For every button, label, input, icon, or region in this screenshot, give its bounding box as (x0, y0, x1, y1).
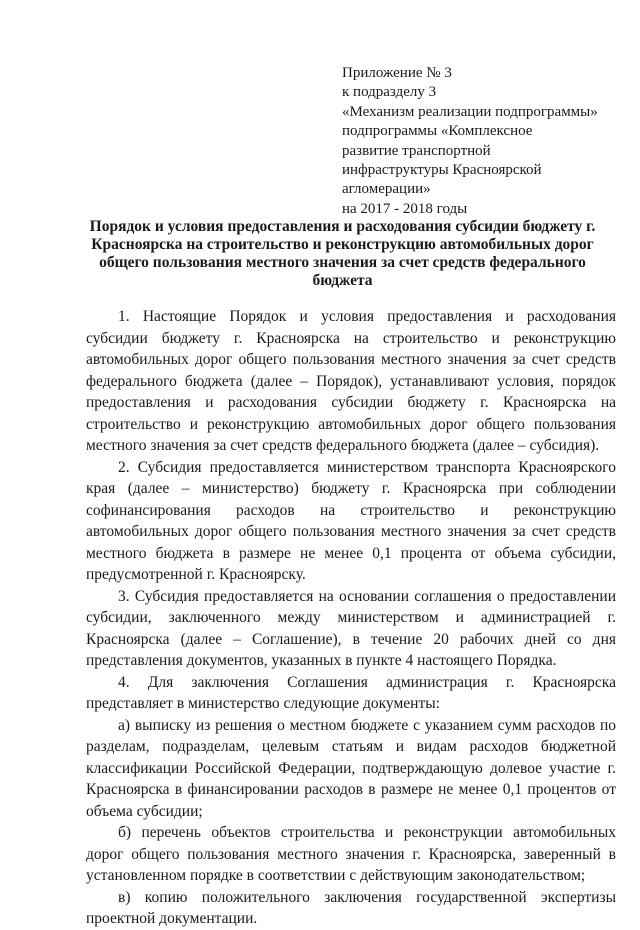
document-title: Порядок и условия предоставления и расходования субсидии бюджету г. Красноярска на строительство и реконструкцию автомобильных дорог общего пользования местного значения за счет средств федерального бюджета (89, 218, 596, 289)
paragraph-3: 3. Субсидия предоставляется на основании соглашения о предоставлении субсидии, заключенного между министерством и администрацией г. Красноярска (далее – Соглашение), в течение 20 рабочих дней со дня представления документов, указанных в пункте 4 настоящего Порядка. (86, 587, 616, 669)
paragraph-2: 2. Субсидия предоставляется министерством транспорта Красноярского края (далее – министерство) бюджету г. Красноярска при соблюдении софинансирования расходов на строительство и реконструкцию автомобильных дорог общего пользования местного значения за счет средств местного бюджета в размере не менее 0,1 процента от объема субсидии, предусмотренной г. Красноярску. (86, 458, 616, 583)
appendix-line: развитие транспортной (342, 142, 491, 159)
subparagraph-v: в) копию положительного заключения государственной экспертизы проектной документации. (86, 888, 616, 927)
subparagraph-a: а) выписку из решения о местном бюджете с указанием сумм расходов по разделам, подразделам, целевым статьям и видам расходов бюджетной классификации Российской Федерации, подтверждающую долевое участие г. Красноярска в финансировании расходов в размере не менее 0,1 процентов от объема субсидии; (86, 716, 616, 820)
appendix-line: «Механизм реализации подпрограммы» (342, 103, 598, 120)
appendix-line: агломерации» (342, 181, 431, 198)
appendix-line: инфраструктуры Красноярской (342, 162, 542, 179)
appendix-line: Приложение № 3 (342, 65, 452, 81)
appendix-line: подпрограммы «Комплексное (342, 123, 533, 140)
subparagraph-b: б) перечень объектов строительства и реконструкции автомобильных дорог общего пользования местного значения г. Красноярска, заверенный в установленном порядке в соответствии с действующим законодательством; (86, 824, 616, 884)
appendix-line: к подразделу 3 (342, 84, 437, 101)
paragraph-1: 1. Настоящие Порядок и условия предоставления и расходования субсидии бюджету г. Красноярска на строительство и реконструкцию автомобильных дорог общего пользования местного значения за счет средств федерального бюджета (далее – Порядок), устанавливают условия, порядок предоставления и расходования субсидии бюджету г. Красноярска на строительство и реконструкцию автомобильных дорог общего пользования местного значения за счет средств федерального бюджета (далее – субсидия). (86, 308, 616, 454)
paragraph-4: 4. Для заключения Соглашения администрация г. Красноярска представляет в министерство следующие документы: (86, 673, 616, 712)
appendix-line: на 2017 - 2018 годы (342, 200, 468, 217)
appendix-header (342, 64, 627, 219)
document-body (86, 306, 616, 930)
